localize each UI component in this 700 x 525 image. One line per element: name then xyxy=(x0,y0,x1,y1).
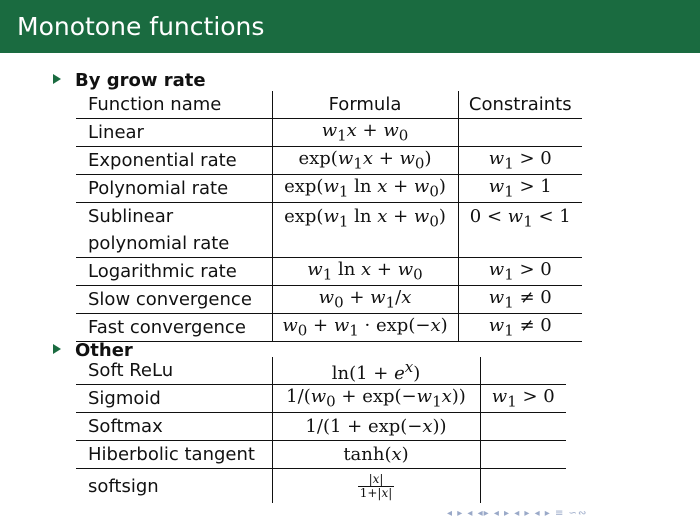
table-row xyxy=(76,469,566,504)
row-constraint: $w_1 \ne 0$ xyxy=(488,315,552,340)
table-row xyxy=(76,385,566,413)
table-row xyxy=(76,286,582,314)
row-name: Fast convergence xyxy=(76,314,272,342)
row-formula: $w_1x + w_0$ xyxy=(272,119,458,147)
table-row xyxy=(76,175,582,203)
row-name: Logarithmic rate xyxy=(76,258,272,286)
table-header-row xyxy=(76,91,582,119)
grow-rate-table xyxy=(76,91,582,342)
row-constraint: $0 < w_1 < 1$ xyxy=(469,206,571,231)
row-constraint: $w_1 > 0$ xyxy=(491,386,555,411)
row-name: Sublinear polynomial rate xyxy=(76,203,272,258)
row-constraint: $w_1 \ne 0$ xyxy=(488,287,552,312)
table-row xyxy=(76,203,582,258)
section-heading: By grow rate xyxy=(75,70,206,91)
row-formula: tanh(x) xyxy=(272,441,480,469)
table-row xyxy=(76,119,582,147)
other-table xyxy=(76,357,566,503)
row-name: Hiberbolic tangent xyxy=(76,441,272,469)
row-formula: $\exp(w_1x + w_0)$ xyxy=(272,147,458,175)
row-name: Sigmoid xyxy=(76,385,272,413)
table-row xyxy=(76,413,566,441)
row-constraint: $w_1 > 0$ xyxy=(488,259,552,284)
row-formula: $\ln(1 + e^x)$ xyxy=(272,357,480,385)
row-formula: 1/(1 + exp(−x)) xyxy=(272,413,480,441)
row-formula: $w_1$ $\ln x + w_0$ xyxy=(272,258,458,286)
beamer-navigation-icons[interactable]: ◂ ▸ ◂ ◂▸ ◂ ▸ ◂ ▸ ◂ ▸ ≡ ∽∾ xyxy=(447,508,588,519)
table-row xyxy=(76,147,582,175)
row-constraint: $w_1 > 0$ xyxy=(488,148,552,173)
row-formula: $\exp(w_1$ $\ln x + w_0$) xyxy=(272,175,458,203)
row-name: Softmax xyxy=(76,413,272,441)
bullet-icon xyxy=(53,344,61,354)
section-heading: Other xyxy=(75,340,133,361)
title-bar xyxy=(0,0,700,53)
header-constraints: Constraints xyxy=(468,94,572,115)
table-row xyxy=(76,357,566,385)
row-constraint: $w_1 > 1$ xyxy=(488,176,552,201)
row-name: Polynomial rate xyxy=(76,175,272,203)
bullet-icon xyxy=(53,74,61,84)
row-name: Exponential rate xyxy=(76,147,272,175)
row-name: softsign xyxy=(76,469,272,504)
row-name: Soft ReLu xyxy=(76,357,272,385)
slide-title: Monotone functions xyxy=(17,12,265,41)
table-row xyxy=(76,441,566,469)
row-formula: $w_0 + w_1 \cdot \exp(-x)$ xyxy=(272,314,458,342)
row-formula: $1/(w_0 + \exp(-w_1x))$ xyxy=(272,385,480,413)
row-formula: $\frac{|x|}{1+|x|}$ xyxy=(272,469,480,504)
row-constraint xyxy=(480,469,566,504)
row-name: Slow convergence xyxy=(76,286,272,314)
row-constraint xyxy=(480,413,566,441)
header-formula: Formula xyxy=(272,91,458,119)
row-formula: $w_0 + w_1/x$ xyxy=(272,286,458,314)
row-name: Linear xyxy=(76,119,272,147)
table-row xyxy=(76,258,582,286)
row-formula: $\exp(w_1$ $\ln x + w_0$) xyxy=(272,203,458,258)
row-constraint xyxy=(458,119,582,147)
row-constraint xyxy=(480,357,566,385)
section-by-grow-rate xyxy=(53,70,206,91)
table-row xyxy=(76,314,582,342)
row-constraint xyxy=(480,441,566,469)
header-function-name: Function name xyxy=(76,91,272,119)
